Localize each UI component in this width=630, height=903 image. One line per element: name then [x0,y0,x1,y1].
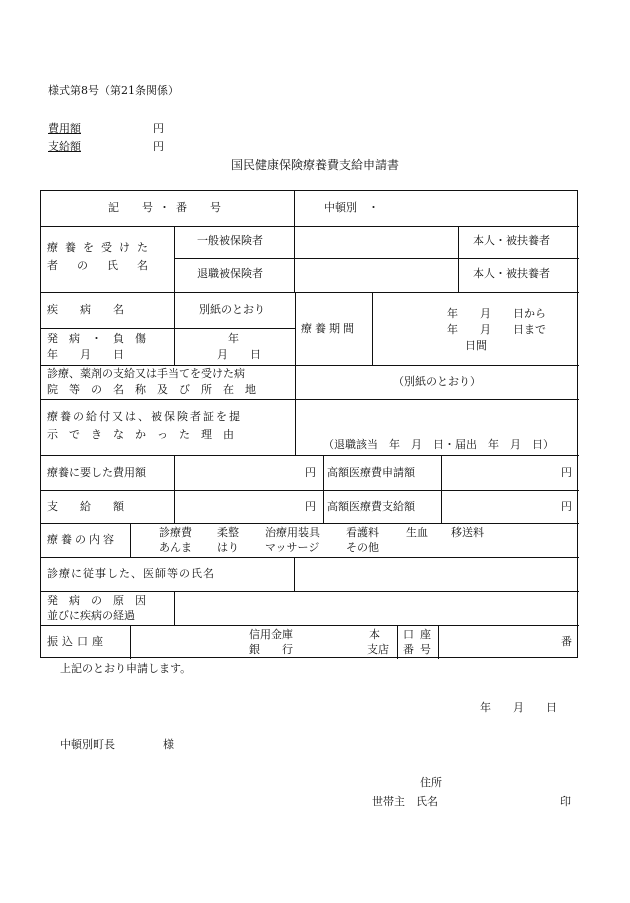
high-cost-pay-yen: 円 [561,500,572,513]
col-divider [458,226,459,292]
treatment-item: 柔整 [217,526,239,539]
self-dependent-label-2: 本人・被扶養者 [473,267,550,280]
treatment-item: 診療費 [159,526,192,539]
col-divider [174,591,175,625]
row-divider [41,523,579,524]
period-days: 日間 [465,339,487,352]
col-divider [438,625,439,659]
treatment-item: 移送料 [451,526,484,539]
retired-insured-label: 退職被保険者 [197,267,263,280]
row-divider [41,455,579,456]
clinic-label-2: 院 等 の 名 称 及 び 所 在 地 [47,383,256,396]
treatment-item: 看護料 [346,526,379,539]
payment-label: 支給額 [48,140,81,153]
period-from: 年 月 日から [447,307,546,320]
disease-value: 別紙のとおり [199,303,265,316]
addressee: 中頓別町長 [60,738,115,751]
row-divider [41,557,579,558]
period-to: 年 月 日まで [447,323,546,336]
row-divider [174,258,579,259]
seal-label: 印 [560,795,571,808]
row-divider [41,226,579,227]
treatment-item: マッサージ [265,541,320,554]
payment-yen: 円 [153,140,164,153]
col-divider [294,226,295,292]
cause-label-1: 発 病 の 原 因 [47,594,146,607]
reason-label-1: 療養の給付又は、被保険者証を提 [47,410,242,423]
row-divider [41,328,296,329]
branch-label: 支店 [367,643,389,656]
treatment-item: あんま [159,541,192,554]
bank-credit-label: 信用金庫 [249,628,293,641]
high-cost-pay-label: 高額医療費支給額 [327,500,415,513]
town-label: 中頓別 ・ [324,201,379,214]
high-cost-apply-label: 高額医療費申請額 [327,466,415,479]
householder-label: 世帯主 氏名 [372,795,438,808]
self-dependent-label-1: 本人・被扶養者 [473,234,550,247]
clinic-label-1: 診療、薬剤の支給又は手当てを受けた病 [47,367,245,380]
bank-bank-label: 銀 行 [249,643,293,656]
sama: 様 [163,738,174,751]
col-divider [174,455,175,524]
cost-amount-line [48,120,164,136]
treatment-item: その他 [346,541,379,554]
patient-name-label-1: 療養を受けた [47,241,155,254]
cause-label-2: 並びに疾病の経過 [47,609,135,622]
page-title: 国民健康保険療養費支給申請書 [230,158,399,172]
col-divider [323,455,324,524]
date-line: 年 月 日 [480,701,557,714]
high-cost-apply-yen: 円 [561,466,572,479]
symbol-number-label: 記 号・番 号 [108,201,227,214]
doctor-label: 診療に従事した、医師等の氏名 [47,567,215,580]
main-branch-label: 本 [369,628,380,641]
disease-label: 疾 病 名 [47,303,124,316]
account-label-2: 番号 [403,643,437,656]
payment-row-yen: 円 [305,500,316,513]
cost-required-yen: 円 [305,466,316,479]
address-label: 住所 [420,776,442,789]
cost-label: 費用額 [48,122,81,135]
account-label-1: 口座 [403,628,437,641]
treatment-item: 生血 [406,526,428,539]
col-divider [294,557,295,591]
request-text: 上記のとおり申請します。 [60,662,192,675]
treatment-item: 治療用装具 [265,526,320,539]
col-divider [294,191,295,226]
form-number: 様式第8号（第21条関係） [48,84,179,97]
row-divider [41,399,579,400]
row-divider [41,625,579,626]
row-divider [41,490,579,491]
general-insured-label: 一般被保険者 [197,234,263,247]
clinic-value: （別紙のとおり） [393,375,481,388]
reason-label-2: 示 で き な か っ た 理 由 [47,428,234,441]
col-divider [295,399,296,455]
col-divider [130,625,131,659]
treatment-item: はり [217,541,239,554]
col-divider [372,292,373,365]
onset-month-day: 月 日 [217,348,261,361]
col-divider [130,523,131,557]
onset-label-2: 年 月 日 [47,348,124,361]
payment-row-label: 支 給 額 [47,500,124,513]
transfer-label: 振込口座 [47,635,107,648]
application-form-table [40,190,578,658]
col-divider [397,625,398,659]
col-divider [174,226,175,365]
onset-year: 年 [228,332,239,345]
row-divider [41,591,579,592]
reason-note: （退職該当 年 月 日・届出 年 月 日） [323,438,554,451]
col-divider [295,292,296,365]
row-divider [41,292,579,293]
cost-yen: 円 [153,122,164,135]
onset-label-1: 発 病 ・ 負 傷 [47,332,146,345]
treatment-label: 療養の内容 [47,533,117,546]
period-label: 療養期間 [301,322,357,335]
payment-amount-line [48,138,164,154]
account-suffix: 番 [561,635,572,648]
col-divider [441,455,442,524]
patient-name-label-2: 者 の 氏 名 [47,259,152,272]
cost-required-label: 療養に要した費用額 [47,466,146,479]
